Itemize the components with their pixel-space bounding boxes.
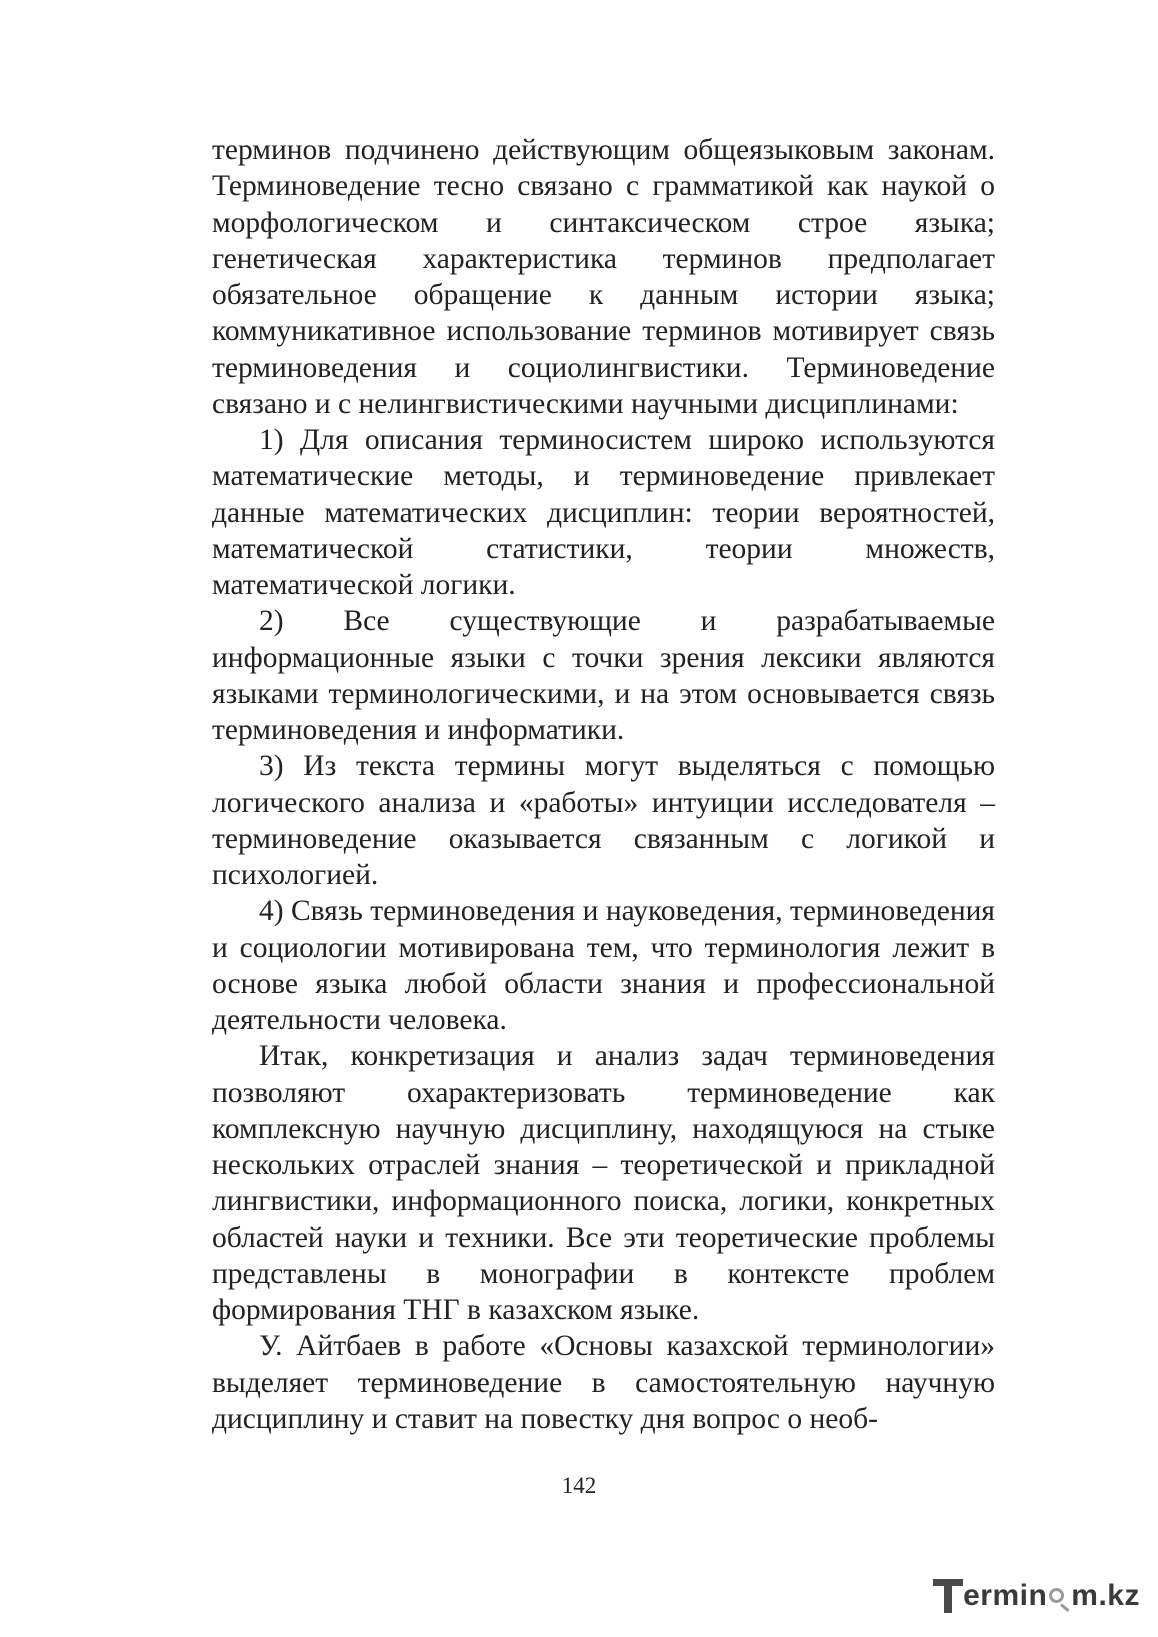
paragraph-conclusion: Итак, конкретизация и анализ задач терминоведения позволяют охарактеризовать терминоведение как комплексную научную дисциплину, находящуюся на стыке нескольких отраслей знания – теоретической и прикладной лингвистики, информационного поиска, логики, конкретных областей науки и техники. Все эти теоретические проблемы представлены в монографии в контексте проблем формирования ТНГ в казахском языке. [212,1040,995,1326]
t-logo-icon [933,1577,963,1615]
page-number: 142 [561,1473,597,1498]
paragraph-aitbaev: У. Айтбаев в работе «Основы казахской терминологии» выделяет терминоведение в самостоятельную научную дисциплину и ставит на повестку дня вопрос о необ- [212,1330,995,1435]
watermark-text-start: ermin [963,1579,1048,1612]
watermark-text-end: m.kz [1071,1579,1140,1612]
body-text [212,132,995,1437]
paragraph-item-4: 4) Связь терминоведения и науковедения, терминоведения и социологии мотивирована тем, что терминология лежит в основе языка любой области знания и профессиональной деятельности человека. [212,895,995,1036]
magnifier-icon [1048,1588,1070,1610]
watermark-logo [933,1574,1140,1618]
paragraph-item-1: 1) Для описания терминосистем широко используются математические методы, и терминоведение привлекает данные математических дисциплин: теории вероятностей, математической статистики, теории множеств, математической логики. [212,424,995,601]
paragraph-item-3: 3) Из текста термины могут выделяться с помощью логического анализа и «работы» интуиции исследователя – терминоведение оказывается связанным с логикой и психологией. [212,750,995,891]
paragraph-continuation: терминов подчинено действующим общеязыковым законам. Терминоведение тесно связано с грамматикой как наукой о морфологическом и синтаксическом строе языка; генетическая характеристика терминов предполагает обязательное обращение к данным истории языка; коммуникативное использование терминов мотивирует связь терминоведения и социолингвистики. Терминоведение связано и с нелингвистическими научными дисциплинами: [212,134,995,420]
paragraph-item-2: 2) Все существующие и разрабатываемые информационные языки с точки зрения лексики являются языками терминологическими, и на этом основывается связь терминоведения и информатики. [212,605,995,746]
